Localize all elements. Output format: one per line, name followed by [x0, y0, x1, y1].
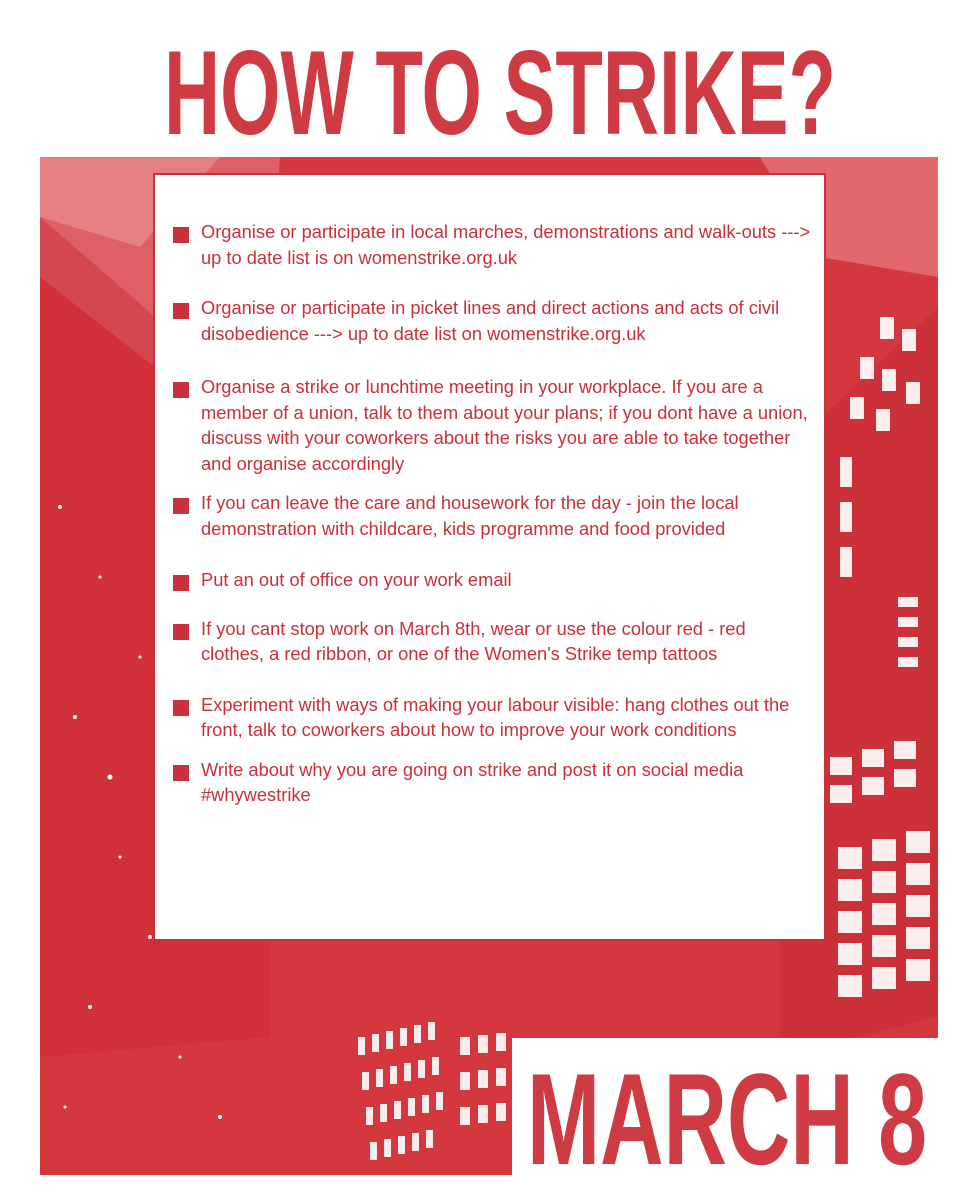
list-item-text: Organise a strike or lunchtime meeting in your workplace. If you are a member of a union, talk to them about your plans; if you dont have a union, discuss with your coworkers about the risks you are able to take together and organise accordingly [201, 376, 808, 474]
square-bullet-icon [173, 382, 189, 398]
square-bullet-icon [173, 227, 189, 243]
instructions-panel [153, 173, 826, 941]
instructions-list [173, 219, 813, 808]
date-text: MARCH 8 [527, 1046, 927, 1178]
list-item [173, 490, 813, 541]
list-item [173, 374, 813, 476]
square-bullet-icon [173, 575, 189, 591]
list-item-text: Organise or participate in local marches, demonstrations and walk-outs ---> up to date list is on womenstrike.org.uk [201, 221, 811, 268]
list-item-text: Organise or participate in picket lines and direct actions and acts of civil disobedience ---> up to date list on womenstrike.org.uk [201, 297, 780, 344]
list-item-text: If you can leave the care and housework for the day - join the local demonstration with childcare, kids programme and food provided [201, 492, 739, 539]
list-item [173, 692, 813, 743]
square-bullet-icon [173, 303, 189, 319]
list-item [173, 295, 813, 346]
square-bullet-icon [173, 624, 189, 640]
title-text: HOW TO STRIKE? [164, 36, 836, 146]
list-item [173, 567, 813, 593]
poster-title [160, 36, 840, 146]
list-item [173, 616, 813, 667]
list-item-text: Put an out of office on your work email [201, 569, 512, 590]
list-item-text: Write about why you are going on strike and post it on social media #whywestrike [201, 758, 744, 805]
list-item [173, 219, 813, 270]
square-bullet-icon [173, 498, 189, 514]
list-item [173, 757, 813, 808]
list-item-text: If you cant stop work on March 8th, wear or use the colour red - red clothes, a red ribbon, or one of the Women's Strike temp tattoos [201, 617, 746, 664]
square-bullet-icon [173, 765, 189, 781]
list-item-text: Experiment with ways of making your labour visible: hang clothes out the front, talk to coworkers about how to improve your work conditions [201, 693, 790, 740]
square-bullet-icon [173, 700, 189, 716]
date-box [512, 1038, 942, 1178]
